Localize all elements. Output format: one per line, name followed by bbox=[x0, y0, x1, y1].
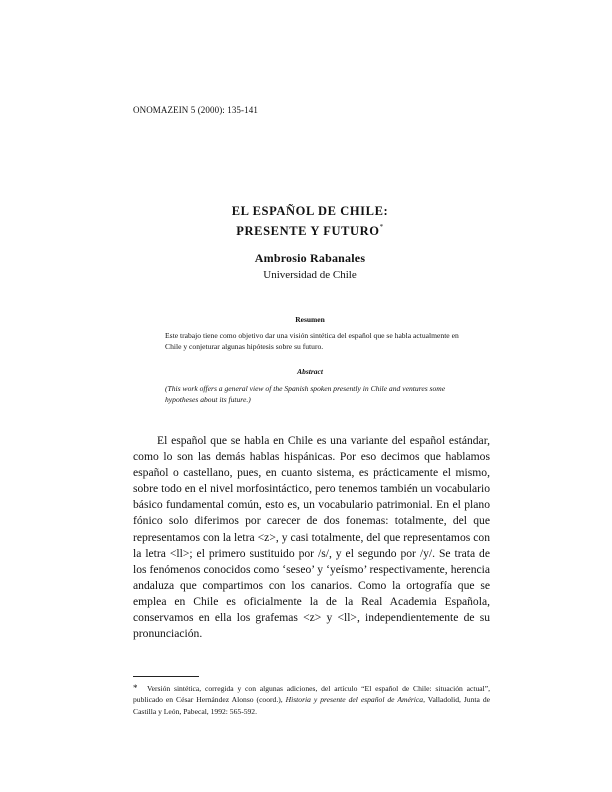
footnote-mark: * bbox=[133, 683, 138, 693]
title-footnote-mark: * bbox=[379, 223, 384, 231]
title-line-2 bbox=[130, 219, 490, 239]
author-affiliation: Universidad de Chile bbox=[263, 269, 357, 281]
journal-reference: ONOMAZEIN 5 (2000): 135-141 bbox=[133, 105, 258, 115]
resumen-text: Este trabajo tiene como objetivo dar una visión sintética del español que se habla actualmente en Chile y conjeturar algunas hipótesis sobre su futuro. bbox=[165, 331, 459, 351]
footnote-book-title: Historia y presente del español de América bbox=[285, 695, 424, 705]
abstract-heading: Abstract bbox=[297, 367, 323, 376]
body-paragraph: El español que se habla en Chile es una variante del español estándar, como lo son las demás hablas hispánicas. Por eso decimos que hablamos español o castellano, pues, en cuanto sistema, es prácticamente el mismo, sobre todo en el nivel morfosintáctico, pero tenemos también un vocabulario básico fundamental común, esto es, un vocabulario patrimonial. En el plano fónico solo diferimos por carecer de dos fonemas: totalmente, del que representamos con la letra <z>, y casi totalmente, del que representamos con la letra <ll>; el primero sustituido por /s/, y el segundo por /y/. Se trata de los fenómenos conocidos como ‘seseo’ y ‘yeísmo’ respectivamente, herencia andaluza que compartimos con los canarios. Como la ortografía que se emplea en Chile es oficialmente la de la Real Academia Española, conservamos en ella los grafemas <z> y <ll>, independientemente de su pronunciación. bbox=[133, 434, 490, 641]
abstract-text: (This work offers a general view of the Spanish spoken presently in Chile and ventures some hypotheses about its future.) bbox=[165, 384, 446, 404]
resumen-heading: Resumen bbox=[295, 315, 325, 324]
footnote-divider bbox=[133, 676, 199, 677]
author-name: Ambrosio Rabanales bbox=[254, 251, 366, 265]
title-line-1: EL ESPAÑOL DE CHILE: bbox=[231, 204, 389, 218]
footnote-text-before: Versión sintética, corregida y con algunas adiciones, del artículo “El español de Chile: situación actual”, publicado en César Hernández Alonso (coord.), bbox=[133, 684, 490, 705]
title-line-2-text: PRESENTE Y FUTURO bbox=[236, 224, 380, 238]
footnote bbox=[133, 683, 490, 717]
article-title bbox=[130, 203, 490, 239]
footnote-text-after: , Valladolid, Junta de Castilla y León, Pabecal, 1992: 565-592. bbox=[133, 695, 490, 716]
